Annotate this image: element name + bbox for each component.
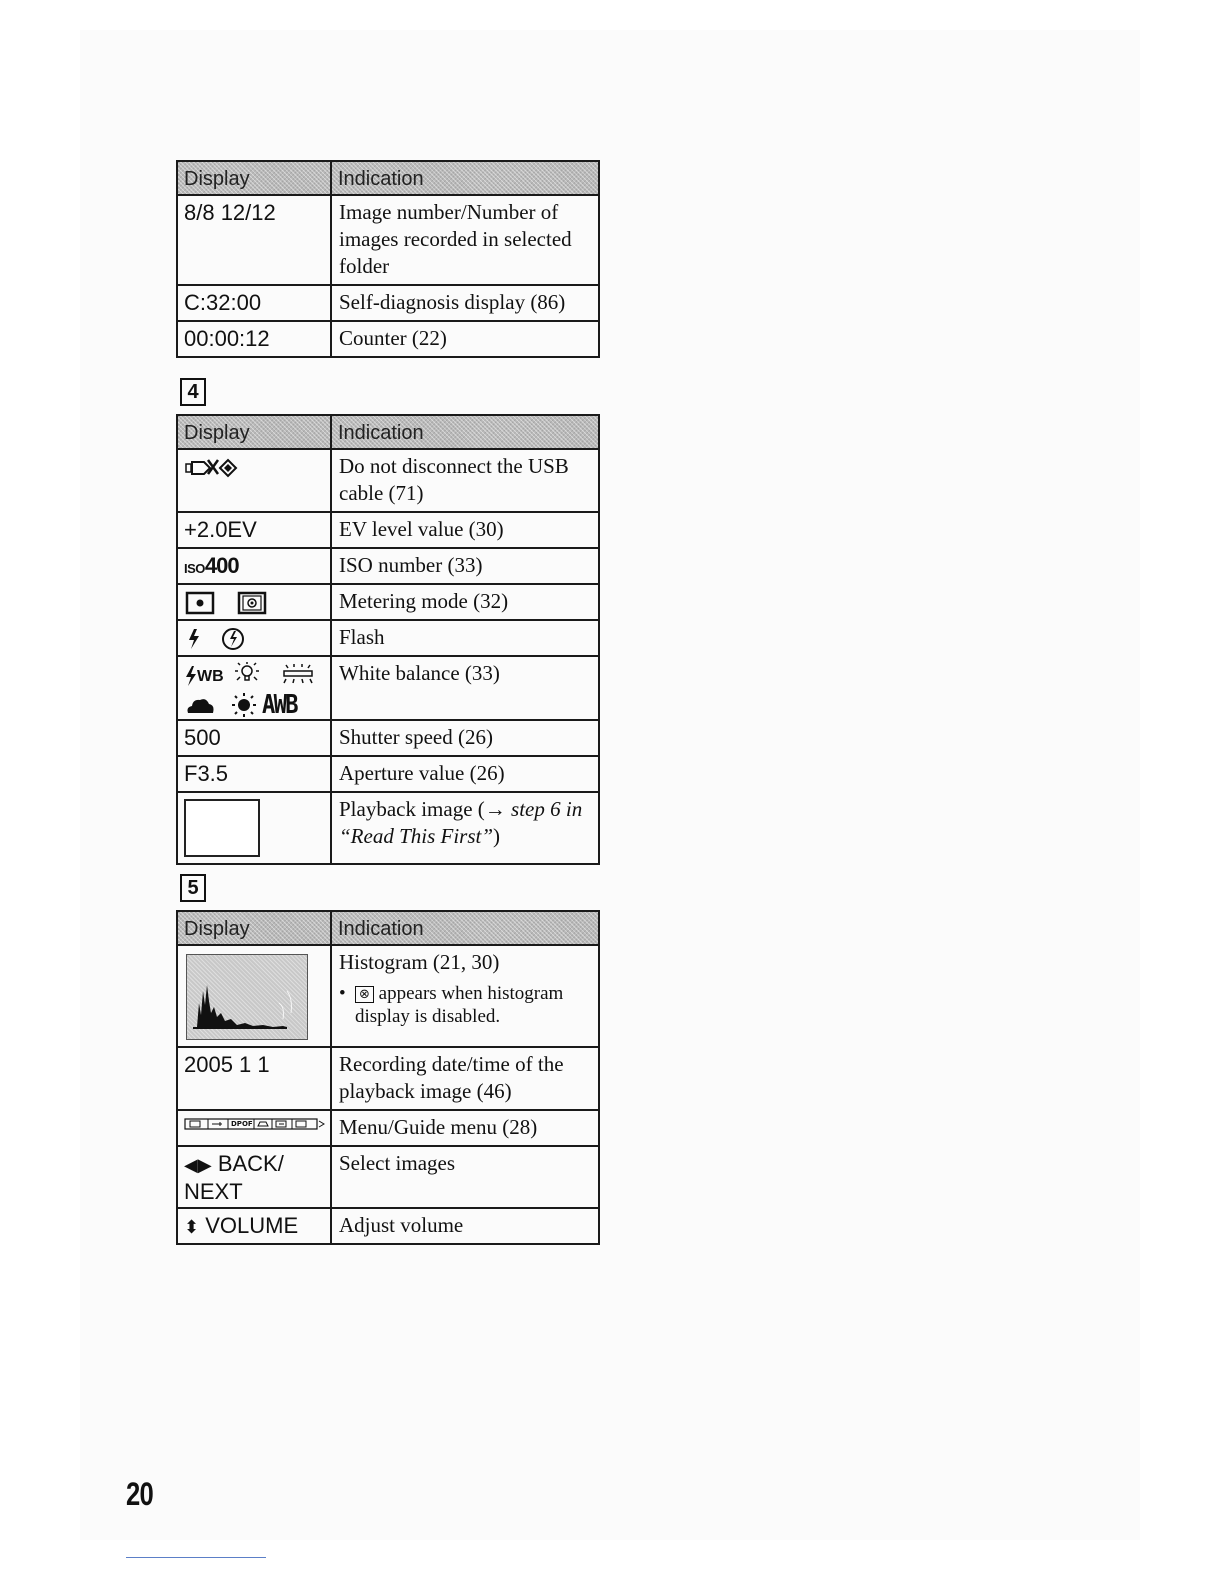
- playback-image-frame: [184, 799, 260, 857]
- header-indication: Indication: [331, 911, 599, 945]
- table-header: [177, 911, 599, 945]
- table-header: [177, 161, 599, 195]
- indication-cell: Flash: [331, 620, 599, 656]
- display-cell: [177, 945, 331, 1047]
- header-display: Display: [177, 161, 331, 195]
- table-section-5: [176, 910, 600, 1245]
- section-number-5: 5: [180, 874, 206, 902]
- incandescent-icon: [232, 661, 262, 687]
- indication-cell: Adjust volume: [331, 1208, 599, 1244]
- display-cell: +2.0EV: [177, 512, 331, 548]
- header-display: Display: [177, 415, 331, 449]
- display-cell: 2005 1 1: [177, 1047, 331, 1110]
- white-balance-icons: [184, 661, 324, 719]
- display-cell: [177, 1208, 331, 1244]
- table-row: [177, 1146, 599, 1208]
- flash-icons: [184, 625, 254, 653]
- iso-value: 400: [204, 553, 239, 578]
- flash-wb-icon: [184, 665, 198, 687]
- table-section-4: [176, 414, 600, 865]
- indication-cell: EV level value (30): [331, 512, 599, 548]
- indication-cell: Self-diagnosis display (86): [331, 285, 599, 321]
- cloudy-icon: [184, 693, 216, 717]
- histogram-icon: [186, 954, 308, 1040]
- table-row: [177, 720, 599, 756]
- header-indication: Indication: [331, 161, 599, 195]
- page-number: 20: [126, 1476, 153, 1512]
- volume-label: VOLUME: [205, 1213, 299, 1238]
- indication-cell: Aperture value (26): [331, 756, 599, 792]
- indication-cell: White balance (33): [331, 656, 599, 720]
- table-row: [177, 656, 599, 720]
- indication-cell: Recording date/time of the playback image (46): [331, 1047, 599, 1110]
- display-cell: [177, 1146, 331, 1208]
- indication-cell: Shutter speed (26): [331, 720, 599, 756]
- table-row: [177, 945, 599, 1047]
- histogram-title: Histogram (21, 30): [339, 950, 500, 974]
- menu-bar-icon: [184, 1117, 326, 1131]
- table-row: [177, 584, 599, 620]
- indication-cell: Menu/Guide menu (28): [331, 1110, 599, 1146]
- left-right-arrows-icon: ◀▶: [184, 1155, 212, 1176]
- indication-cell: Do not disconnect the USB cable (71): [331, 449, 599, 512]
- table-row: [177, 321, 599, 357]
- indication-cell: Image number/Number of images recorded in selected folder: [331, 195, 599, 285]
- display-cell: [177, 1110, 331, 1146]
- indication-cell: ISO number (33): [331, 548, 599, 584]
- display-cell: 500: [177, 720, 331, 756]
- iso-prefix: ISO: [184, 561, 205, 576]
- up-down-arrows-icon: ⬍: [184, 1217, 200, 1238]
- footer-rule: [126, 1557, 266, 1558]
- table-row: [177, 1208, 599, 1244]
- display-cell: [177, 584, 331, 620]
- table-row: [177, 449, 599, 512]
- display-cell: [177, 792, 331, 864]
- indication-cell: [331, 792, 599, 864]
- table-row: [177, 792, 599, 864]
- histogram-off-icon: ⊗: [355, 986, 374, 1003]
- header-indication: Indication: [331, 415, 599, 449]
- display-cell: [177, 620, 331, 656]
- display-cell: 00:00:12: [177, 321, 331, 357]
- indication-italic: step 6 in “Read This First”: [339, 797, 583, 848]
- display-cell: [177, 449, 331, 512]
- back-next-label: BACK/ NEXT: [184, 1151, 284, 1204]
- bullet: •: [339, 983, 346, 1004]
- table-row: [177, 285, 599, 321]
- table-row: [177, 756, 599, 792]
- table-header: [177, 415, 599, 449]
- indication-cell: Select images: [331, 1146, 599, 1208]
- awb-label: AWB: [262, 690, 297, 720]
- table-row: [177, 548, 599, 584]
- indication-prefix: Playback image (→: [339, 797, 512, 821]
- display-cell: F3.5: [177, 756, 331, 792]
- table-row: [177, 620, 599, 656]
- histogram-note-text: appears when histogram display is disabled.: [355, 983, 564, 1027]
- fluorescent-icon: [280, 661, 316, 687]
- indication-suffix: ): [493, 824, 501, 848]
- table-row: [177, 512, 599, 548]
- table-row: [177, 1047, 599, 1110]
- menu-dpof-label: DPOF: [231, 1120, 253, 1128]
- display-cell: [177, 656, 331, 720]
- wb-label: WB: [197, 668, 224, 685]
- usb-connection-icon: [184, 454, 240, 482]
- header-display: Display: [177, 911, 331, 945]
- indication-cell: [331, 945, 599, 1047]
- table-row: [177, 195, 599, 285]
- histogram-note: [339, 982, 590, 1028]
- metering-mode-icons: [184, 589, 274, 617]
- section-number-4: 4: [180, 378, 206, 406]
- display-cell: C:32:00: [177, 285, 331, 321]
- display-cell: 8/8 12/12: [177, 195, 331, 285]
- table-image-info: [176, 160, 600, 358]
- table-row: [177, 1110, 599, 1146]
- daylight-icon: [228, 691, 260, 719]
- indication-cell: Metering mode (32): [331, 584, 599, 620]
- display-cell: [177, 548, 331, 584]
- indication-cell: Counter (22): [331, 321, 599, 357]
